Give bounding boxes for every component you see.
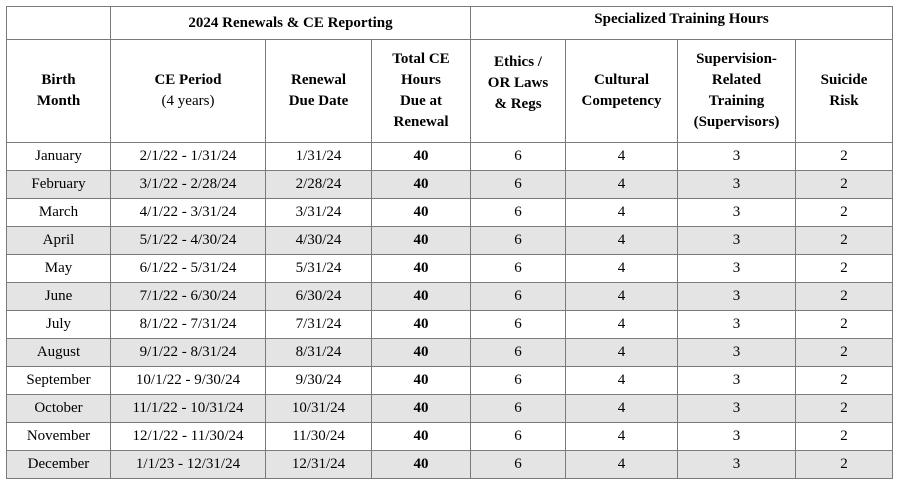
cell-supervision: 3 xyxy=(678,423,796,451)
cell-suicide: 2 xyxy=(796,423,893,451)
header-line: Competency xyxy=(581,93,662,109)
cell-due: 6/30/24 xyxy=(266,283,372,311)
column-header-birth-month xyxy=(7,40,111,143)
cell-due: 10/31/24 xyxy=(266,395,372,423)
cell-due: 8/31/24 xyxy=(266,339,372,367)
empty-corner-cell xyxy=(7,7,111,40)
column-header-cultural-competency xyxy=(566,40,678,143)
column-header-total-ce-hours xyxy=(372,40,471,143)
cell-suicide: 2 xyxy=(796,367,893,395)
cell-total: 40 xyxy=(372,283,471,311)
header-line: CE Period xyxy=(154,72,222,88)
cell-month: May xyxy=(7,255,111,283)
cell-total: 40 xyxy=(372,171,471,199)
table-row xyxy=(7,171,893,199)
cell-total: 40 xyxy=(372,423,471,451)
header-line: (Supervisors) xyxy=(693,114,780,130)
header-line: OR Laws xyxy=(487,75,549,91)
renewal-table-container xyxy=(6,6,893,479)
cell-total: 40 xyxy=(372,199,471,227)
cell-ethics: 6 xyxy=(471,171,566,199)
cell-month: December xyxy=(7,451,111,479)
cell-month: February xyxy=(7,171,111,199)
cell-suicide: 2 xyxy=(796,311,893,339)
cell-period: 10/1/22 - 9/30/24 xyxy=(111,367,266,395)
cell-suicide: 2 xyxy=(796,171,893,199)
cell-due: 4/30/24 xyxy=(266,227,372,255)
cell-supervision: 3 xyxy=(678,283,796,311)
cell-total: 40 xyxy=(372,311,471,339)
cell-suicide: 2 xyxy=(796,143,893,171)
cell-ethics: 6 xyxy=(471,255,566,283)
column-header-renewal-due-date xyxy=(266,40,372,143)
cell-supervision: 3 xyxy=(678,451,796,479)
cell-ethics: 6 xyxy=(471,451,566,479)
cell-cultural: 4 xyxy=(566,339,678,367)
cell-month: August xyxy=(7,339,111,367)
cell-period: 11/1/22 - 10/31/24 xyxy=(111,395,266,423)
table-row xyxy=(7,283,893,311)
cell-ethics: 6 xyxy=(471,367,566,395)
cell-period: 6/1/22 - 5/31/24 xyxy=(111,255,266,283)
table-row xyxy=(7,423,893,451)
cell-total: 40 xyxy=(372,339,471,367)
cell-supervision: 3 xyxy=(678,311,796,339)
cell-cultural: 4 xyxy=(566,143,678,171)
cell-month: January xyxy=(7,143,111,171)
cell-supervision: 3 xyxy=(678,227,796,255)
cell-due: 9/30/24 xyxy=(266,367,372,395)
header-line: Cultural xyxy=(593,72,649,88)
cell-supervision: 3 xyxy=(678,255,796,283)
table-row xyxy=(7,395,893,423)
cell-ethics: 6 xyxy=(471,143,566,171)
cell-suicide: 2 xyxy=(796,451,893,479)
header-line: Renewal xyxy=(291,72,346,88)
cell-cultural: 4 xyxy=(566,395,678,423)
cell-suicide: 2 xyxy=(796,227,893,255)
cell-due: 3/31/24 xyxy=(266,199,372,227)
header-line: Ethics / xyxy=(494,54,542,70)
cell-cultural: 4 xyxy=(566,171,678,199)
cell-due: 7/31/24 xyxy=(266,311,372,339)
table-row xyxy=(7,451,893,479)
cell-total: 40 xyxy=(372,143,471,171)
cell-month: July xyxy=(7,311,111,339)
cell-ethics: 6 xyxy=(471,423,566,451)
column-header-suicide-risk xyxy=(796,40,893,143)
cell-suicide: 2 xyxy=(796,395,893,423)
cell-due: 5/31/24 xyxy=(266,255,372,283)
table-row xyxy=(7,143,893,171)
cell-supervision: 3 xyxy=(678,199,796,227)
cell-cultural: 4 xyxy=(566,451,678,479)
cell-total: 40 xyxy=(372,227,471,255)
header-line: Related xyxy=(711,72,762,88)
cell-total: 40 xyxy=(372,255,471,283)
cell-supervision: 3 xyxy=(678,171,796,199)
cell-period: 12/1/22 - 11/30/24 xyxy=(111,423,266,451)
cell-month: November xyxy=(7,423,111,451)
cell-total: 40 xyxy=(372,367,471,395)
table-row xyxy=(7,367,893,395)
cell-month: April xyxy=(7,227,111,255)
group-header-renewals: 2024 Renewals & CE Reporting xyxy=(111,7,471,40)
cell-period: 5/1/22 - 4/30/24 xyxy=(111,227,266,255)
cell-period: 2/1/22 - 1/31/24 xyxy=(111,143,266,171)
header-line: Due Date xyxy=(288,93,349,109)
header-line: Training xyxy=(708,93,765,109)
renewal-ce-table xyxy=(6,6,893,479)
cell-month: March xyxy=(7,199,111,227)
cell-month: September xyxy=(7,367,111,395)
cell-ethics: 6 xyxy=(471,227,566,255)
cell-due: 1/31/24 xyxy=(266,143,372,171)
table-row xyxy=(7,199,893,227)
cell-ethics: 6 xyxy=(471,283,566,311)
cell-period: 4/1/22 - 3/31/24 xyxy=(111,199,266,227)
table-row xyxy=(7,311,893,339)
cell-cultural: 4 xyxy=(566,255,678,283)
column-header-supervision-training xyxy=(678,40,796,143)
header-line: Birth xyxy=(41,72,76,88)
header-line: Due at xyxy=(399,93,443,109)
column-header-ce-period xyxy=(111,40,266,143)
cell-cultural: 4 xyxy=(566,311,678,339)
cell-cultural: 4 xyxy=(566,423,678,451)
table-body xyxy=(7,143,893,479)
cell-total: 40 xyxy=(372,395,471,423)
cell-suicide: 2 xyxy=(796,283,893,311)
cell-suicide: 2 xyxy=(796,339,893,367)
column-header-row xyxy=(7,40,893,143)
header-line: Suicide xyxy=(820,72,868,88)
cell-cultural: 4 xyxy=(566,227,678,255)
cell-ethics: 6 xyxy=(471,311,566,339)
cell-ethics: 6 xyxy=(471,395,566,423)
header-line: Renewal xyxy=(393,114,449,130)
cell-supervision: 3 xyxy=(678,367,796,395)
table-row xyxy=(7,339,893,367)
cell-ethics: 6 xyxy=(471,199,566,227)
cell-ethics: 6 xyxy=(471,339,566,367)
cell-month: October xyxy=(7,395,111,423)
column-header-ethics xyxy=(471,40,566,143)
header-line: Supervision- xyxy=(696,51,777,67)
table-row xyxy=(7,227,893,255)
cell-month: June xyxy=(7,283,111,311)
cell-supervision: 3 xyxy=(678,339,796,367)
cell-suicide: 2 xyxy=(796,199,893,227)
header-line: Total CE xyxy=(392,51,450,67)
header-line: (4 years) xyxy=(161,93,215,109)
header-line: & Regs xyxy=(494,96,542,112)
cell-cultural: 4 xyxy=(566,367,678,395)
cell-period: 1/1/23 - 12/31/24 xyxy=(111,451,266,479)
cell-period: 8/1/22 - 7/31/24 xyxy=(111,311,266,339)
group-header-specialized-training: Specialized Training Hours xyxy=(471,7,893,40)
cell-cultural: 4 xyxy=(566,283,678,311)
header-line: Hours xyxy=(400,72,441,88)
cell-total: 40 xyxy=(372,451,471,479)
cell-period: 9/1/22 - 8/31/24 xyxy=(111,339,266,367)
cell-due: 2/28/24 xyxy=(266,171,372,199)
group-header-row xyxy=(7,7,893,40)
cell-period: 7/1/22 - 6/30/24 xyxy=(111,283,266,311)
cell-supervision: 3 xyxy=(678,143,796,171)
cell-suicide: 2 xyxy=(796,255,893,283)
header-line: Month xyxy=(36,93,81,109)
table-row xyxy=(7,255,893,283)
header-line: Risk xyxy=(829,93,859,109)
cell-period: 3/1/22 - 2/28/24 xyxy=(111,171,266,199)
cell-supervision: 3 xyxy=(678,395,796,423)
cell-due: 11/30/24 xyxy=(266,423,372,451)
cell-due: 12/31/24 xyxy=(266,451,372,479)
cell-cultural: 4 xyxy=(566,199,678,227)
